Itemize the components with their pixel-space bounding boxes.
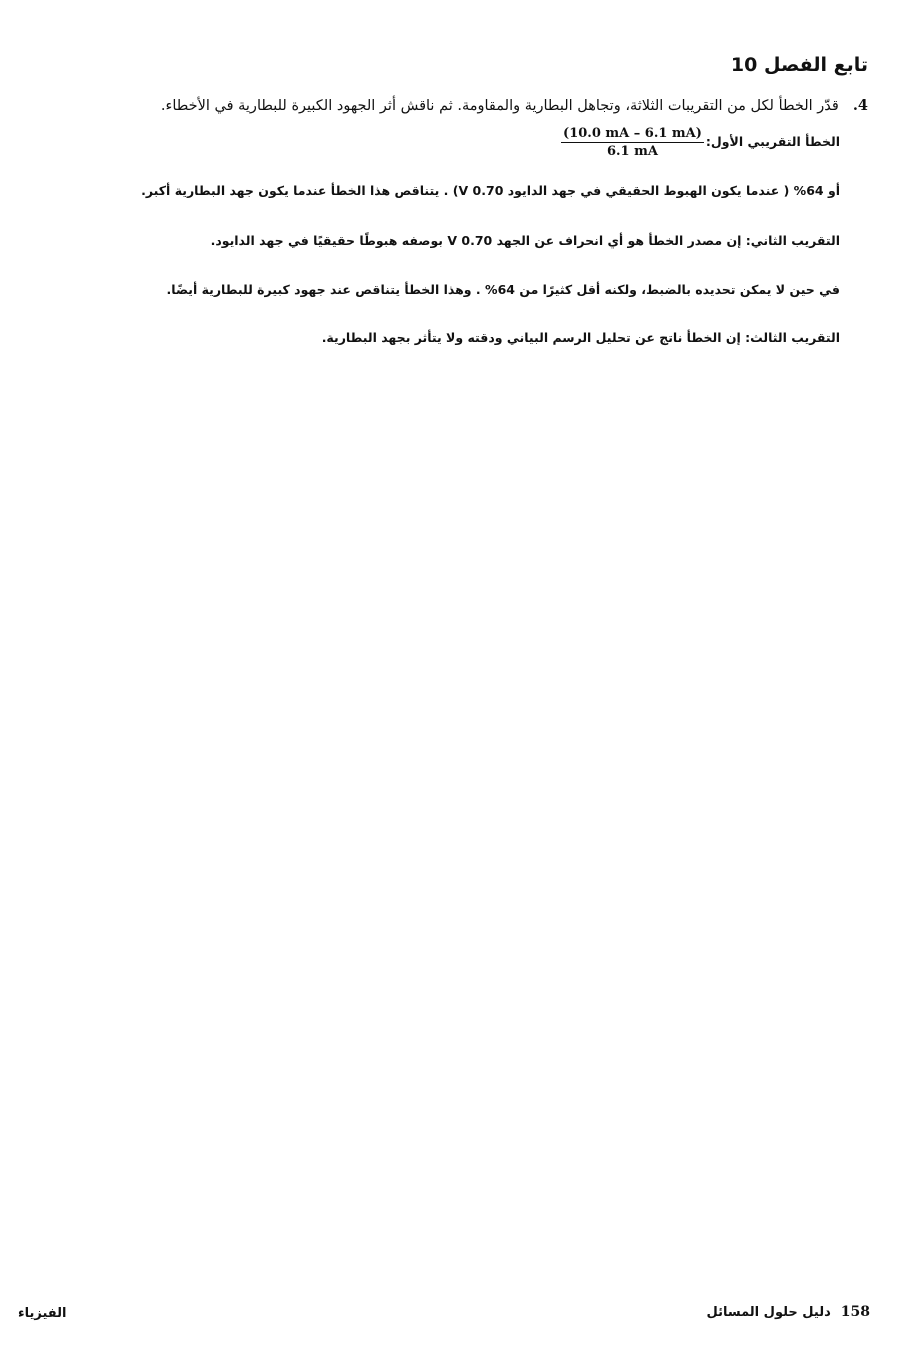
- error-fraction: [561, 126, 704, 159]
- fraction-numerator: (10.0 mA – 6.1 mA): [563, 126, 702, 141]
- approximation-1-equation: [561, 126, 840, 159]
- page-number: 158: [840, 1304, 870, 1320]
- footer-subject: الفيزياء: [18, 1306, 67, 1321]
- approximation-1-label: الخطأ التقريبي الأول:: [705, 134, 840, 149]
- approximation-3: التقريب الثالث: إن الخطأ ناتج عن تحليل الرسم البياني ودقته ولا يتأثر بجهد البطارية.: [321, 330, 840, 345]
- question-text: قدّر الخطأ لكل من التقريبات الثلاثة، وتجاهل البطارية والمقاومة. ثم ناقش أثر الجهود الكبيرة للبطارية في الأخطاء.: [160, 98, 839, 114]
- approximation-2-line-2: في حين لا يمكن تحديده بالضبط، ولكنه أقل كثيرًا من 64% . وهذا الخطأ يتناقص عند جهود كبيرة للبطارية أيضًا.: [166, 282, 840, 297]
- question-4: [8, 97, 868, 114]
- fraction-denominator: 6.1 mA: [606, 144, 658, 159]
- book-title: دليل حلول المسائل: [706, 1304, 831, 1320]
- approximation-1-result: أو 64% ( عندما يكون الهبوط الحقيقي في جهد الدايود 0.70 V) . يتناقص هذا الخطأ عندما يكون جهد البطارية أكبر.: [141, 183, 840, 198]
- question-number: 4.: [852, 97, 868, 114]
- footer-book-info: [706, 1304, 870, 1320]
- approximation-2-line-1: التقريب الثاني: إن مصدر الخطأ هو أي انحراف عن الجهد 0.70 V بوصفه هبوطًا حقيقيًا في جهد الدايود.: [210, 233, 840, 248]
- chapter-title: تابع الفصل 10: [730, 54, 868, 76]
